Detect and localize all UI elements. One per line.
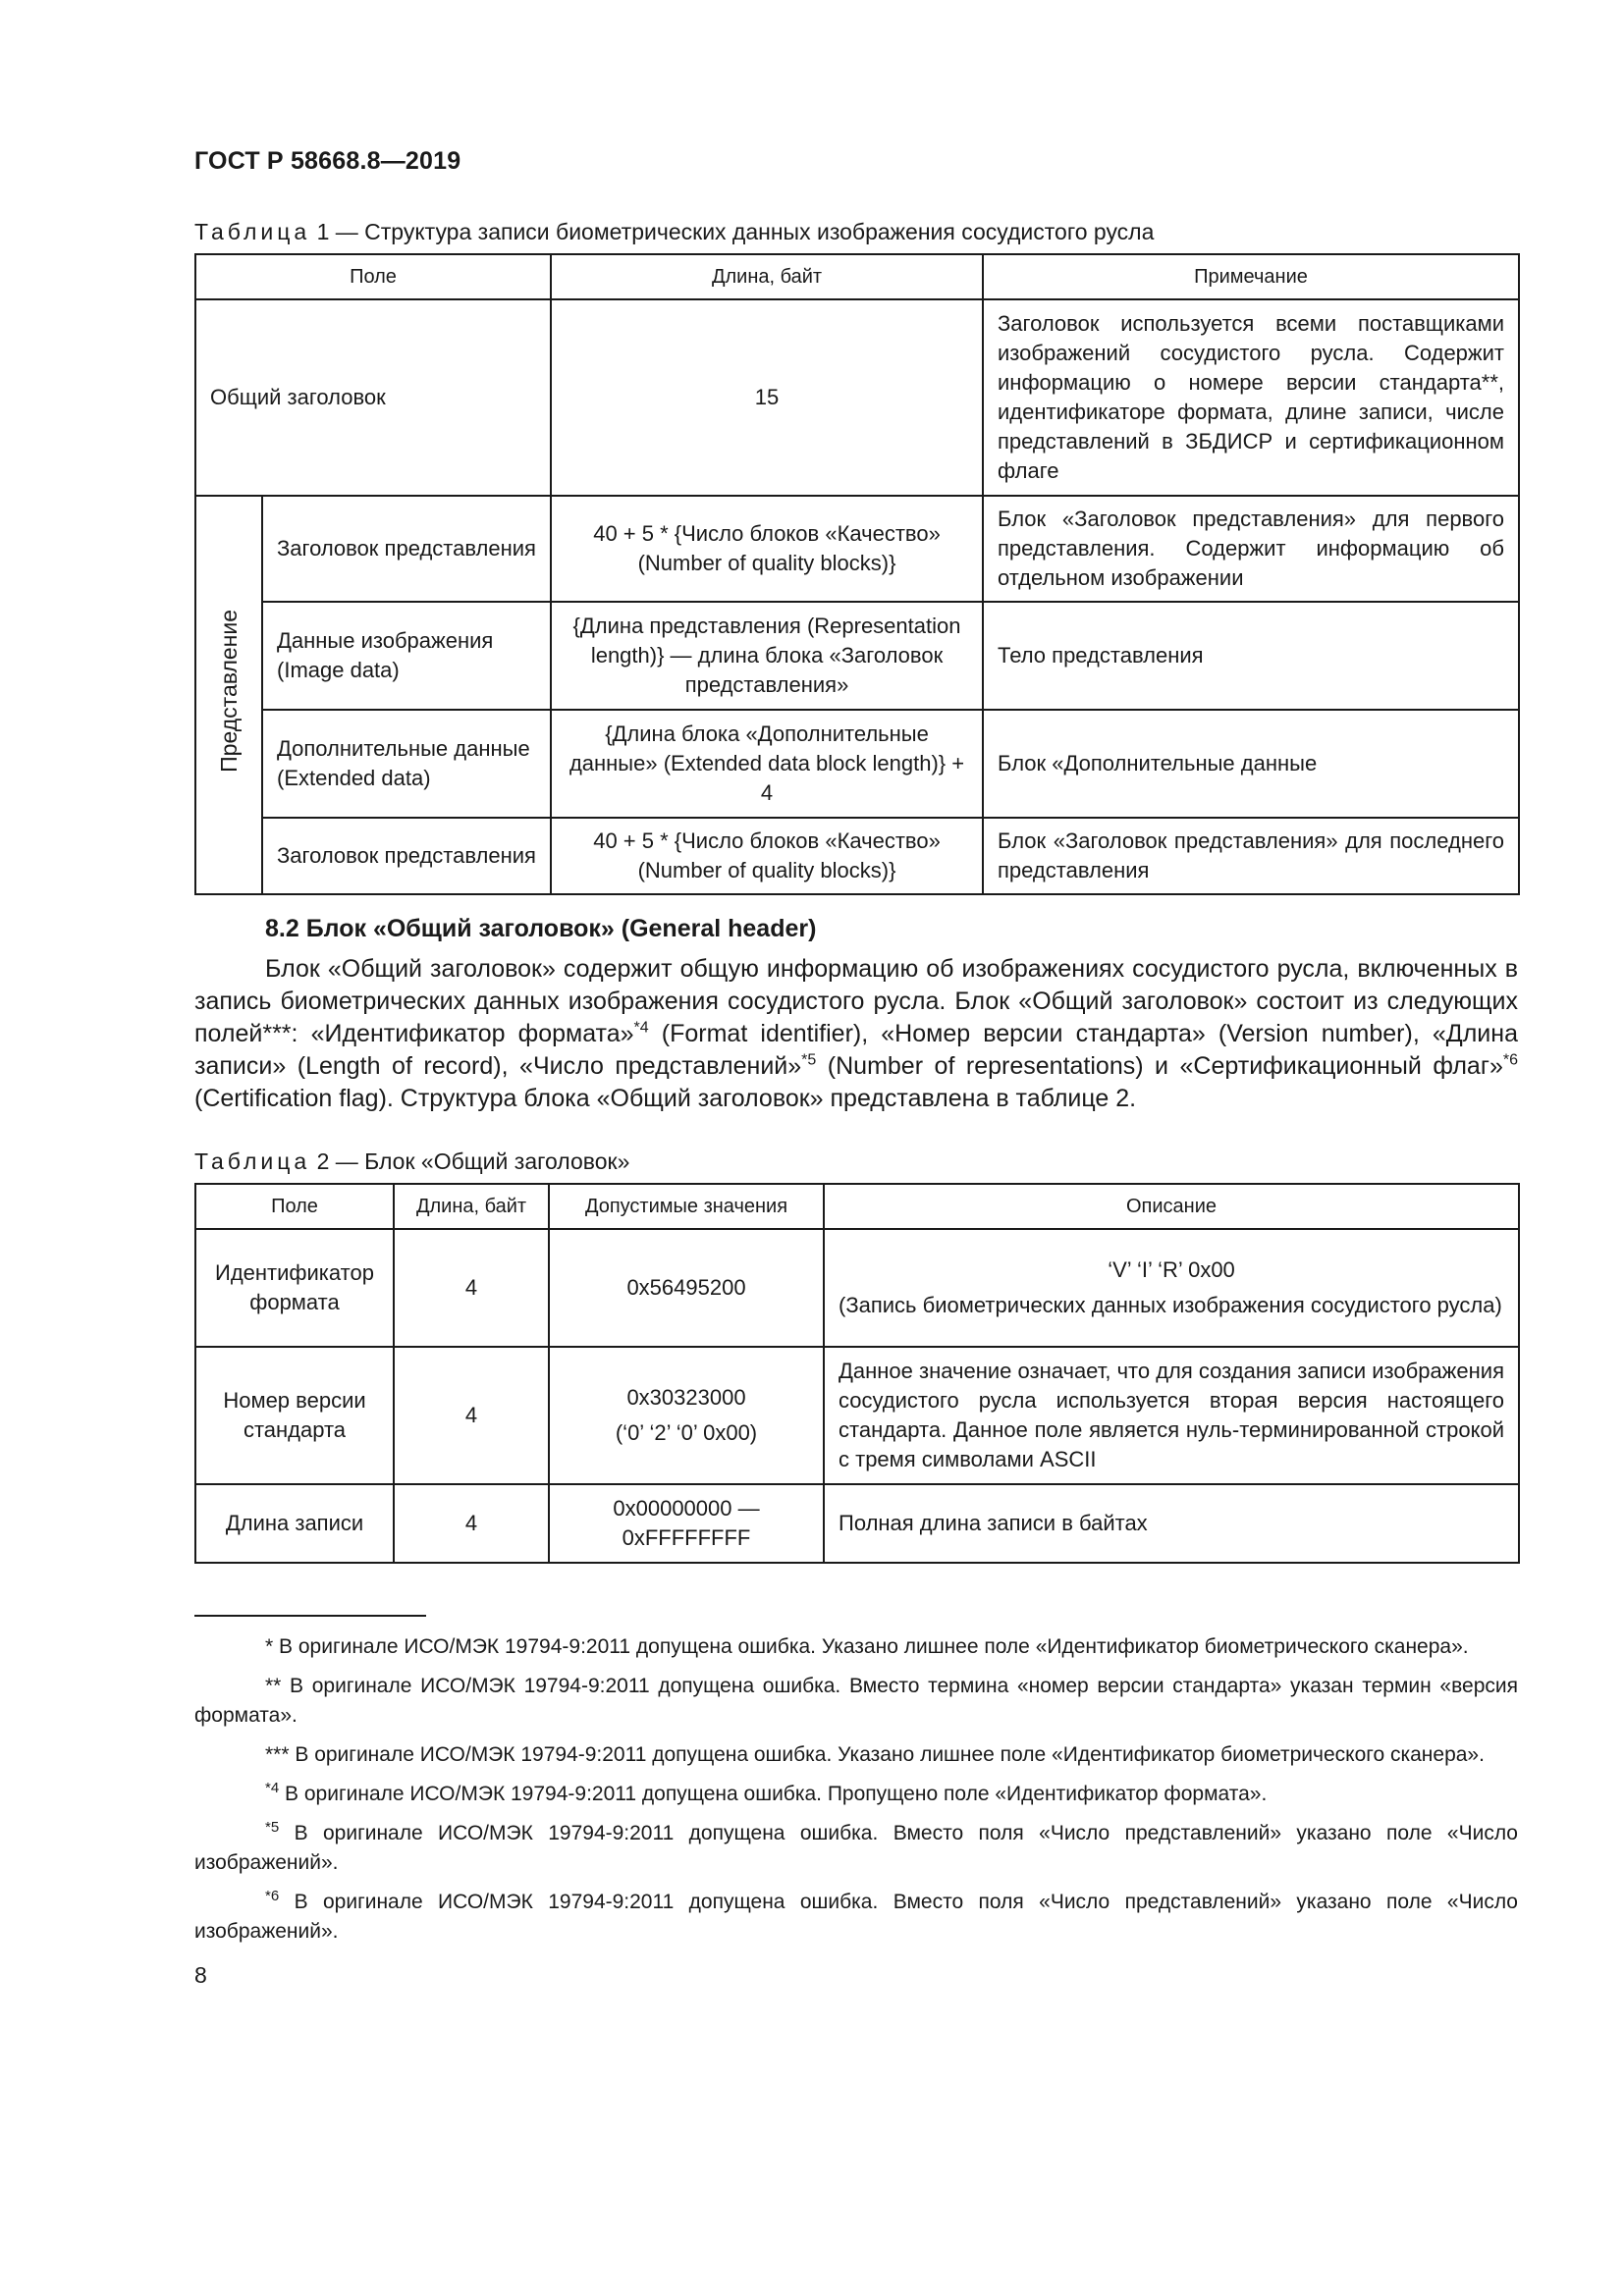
- table-row: [195, 710, 1519, 818]
- table2-value: 0x56495200: [549, 1229, 824, 1347]
- table-row: [195, 1229, 1519, 1347]
- table1-col-field: Поле: [195, 254, 551, 299]
- table1-group-label: Представление: [216, 610, 242, 773]
- table2: [194, 1183, 1520, 1564]
- table-row: [195, 1484, 1519, 1563]
- table2-col-values: Допустимые значения: [549, 1184, 824, 1229]
- table2-col-field: Поле: [195, 1184, 394, 1229]
- footnote-ref: *6: [1502, 1051, 1518, 1069]
- table1-group-cell: [195, 496, 262, 894]
- table2-length: 4: [394, 1484, 549, 1563]
- table1-row-note: Блок «Дополнительные данные: [983, 710, 1519, 818]
- table2-description: ‘V’ ‘I’ ‘R’ 0x00 (Запись биометрических данных изображения сосудистого русла): [824, 1229, 1519, 1347]
- table1-row-field: Дополнительные данные (Extended data): [262, 710, 551, 818]
- table1-row-field: Заголовок представления: [262, 818, 551, 894]
- table1-col-length: Длина, байт: [551, 254, 983, 299]
- table2-field: Длина записи: [195, 1484, 394, 1563]
- table2-value: 0x00000000 — 0xFFFFFFFF: [549, 1484, 824, 1563]
- table-row: [195, 496, 1519, 602]
- table2-description: Данное значение означает, что для создания записи изображения сосудистого русла используется вторая версия настоящего стандарта. Данное поле является нуль-терминированной строкой с тремя символами ASCII: [824, 1347, 1519, 1484]
- footnote-item: $^{*4}$ В оригинале ИСО/МЭК 19794-9:2011 допущена ошибка. Пропущено поле «Идентификатор формата».: [265, 1780, 1268, 1805]
- footnote-ref: *4: [633, 1019, 649, 1037]
- table1-row-note: Тело представления: [983, 602, 1519, 710]
- page-number: 8: [194, 1962, 207, 1988]
- table2-field: Идентификатор формата: [195, 1229, 394, 1347]
- table2-length: 4: [394, 1347, 549, 1484]
- table1-general-note: Заголовок используется всеми поставщиками изображений сосудистого русла. Содержит информацию о номере версии стандарта**, идентификаторе формата, длине записи, числе представлений в ЗБДИСР и сертификационном флаге: [983, 299, 1519, 496]
- table1-row-field: Заголовок представления: [262, 496, 551, 602]
- footnote-item: ** В оригинале ИСО/МЭК 19794-9:2011 допущена ошибка. Вместо термина «номер версии стандарта» указан термин «версия формата».: [194, 1675, 1518, 1727]
- table1-row-length: 40 + 5 * {Число блоков «Качество» (Number of quality blocks)}: [551, 818, 983, 894]
- footnote-divider: [194, 1615, 426, 1617]
- table1-row-length: {Длина блока «Дополнительные данные» (Extended data block length)} + 4: [551, 710, 983, 818]
- table1-row-length: {Длина представления (Representation length)} — длина блока «Заголовок представления»: [551, 602, 983, 710]
- footnote-item: *** В оригинале ИСО/МЭК 19794-9:2011 допущена ошибка. Указано лишнее поле «Идентификатор биометрического сканера».: [265, 1743, 1485, 1766]
- document-page: [194, 147, 1518, 1989]
- table1-header-row: [195, 254, 1519, 299]
- table2-caption: Таблица 2 — Блок «Общий заголовок»: [194, 1148, 630, 1174]
- table-row: [195, 602, 1519, 710]
- table2-value: 0x30323000 (‘0’ ‘2’ ‘0’ 0x00): [549, 1347, 824, 1484]
- table2-field: Номер версии стандарта: [195, 1347, 394, 1484]
- footnote-item: $^{*6}$ В оригинале ИСО/МЭК 19794-9:2011 допущена ошибка. Вместо поля «Число представлений» указано поле «Число изображений».: [194, 1888, 1518, 1943]
- footnote-item: $^{*5}$ В оригинале ИСО/МЭК 19794-9:2011 допущена ошибка. Вместо поля «Число представлений» указано поле «Число изображений».: [194, 1819, 1518, 1874]
- table2-col-length: Длина, байт: [394, 1184, 549, 1229]
- table1-general-length: 15: [551, 299, 983, 496]
- table-row: [195, 1347, 1519, 1484]
- table2-length: 4: [394, 1229, 549, 1347]
- footnote-ref: *5: [801, 1051, 817, 1069]
- table1-row-field: Данные изображения (Image data): [262, 602, 551, 710]
- table2-description: Полная длина записи в байтах: [824, 1484, 1519, 1563]
- footnote-item: * В оригинале ИСО/МЭК 19794-9:2011 допущена ошибка. Указано лишнее поле «Идентификатор биометрического сканера».: [265, 1635, 1469, 1658]
- table-row: [195, 818, 1519, 894]
- table2-header-row: [195, 1184, 1519, 1229]
- table1-caption: Таблица 1 — Структура записи биометрических данных изображения сосудистого русла: [194, 219, 1155, 244]
- table1-general-field: Общий заголовок: [195, 299, 551, 496]
- table1-row-note: Блок «Заголовок представления» для последнего представления: [983, 818, 1519, 894]
- table1-row-length: 40 + 5 * {Число блоков «Качество» (Number of quality blocks)}: [551, 496, 983, 602]
- table2-col-description: Описание: [824, 1184, 1519, 1229]
- footnotes: [194, 1632, 1518, 1947]
- table-row: [195, 299, 1519, 496]
- table1-row-note: Блок «Заголовок представления» для первого представления. Содержит информацию об отдельном изображении: [983, 496, 1519, 602]
- section-title: 8.2 Блок «Общий заголовок» (General header): [265, 915, 817, 942]
- table1: [194, 253, 1520, 895]
- document-header: ГОСТ Р 58668.8—2019: [194, 147, 461, 175]
- table1-col-note: Примечание: [983, 254, 1519, 299]
- section-paragraph: Блок «Общий заголовок» содержит общую информацию об изображениях сосудистого русла, включенных в запись биометрических данных изображения сосудистого русла. Блок «Общий заголовок» состоит из следующих полей***: «Идентификатор формата»$^{*4}$ (Format identifier), «Номер версии стандарта» (Version number), «Длина записи» (Length of record), «Число представлений»$^{*5}$ (Number of representations) и «Сертификационный флаг»$^{*6}$ (Certification flag). Структура блока «Общий заголовок» представлена в таблице 2.: [194, 955, 1518, 1112]
